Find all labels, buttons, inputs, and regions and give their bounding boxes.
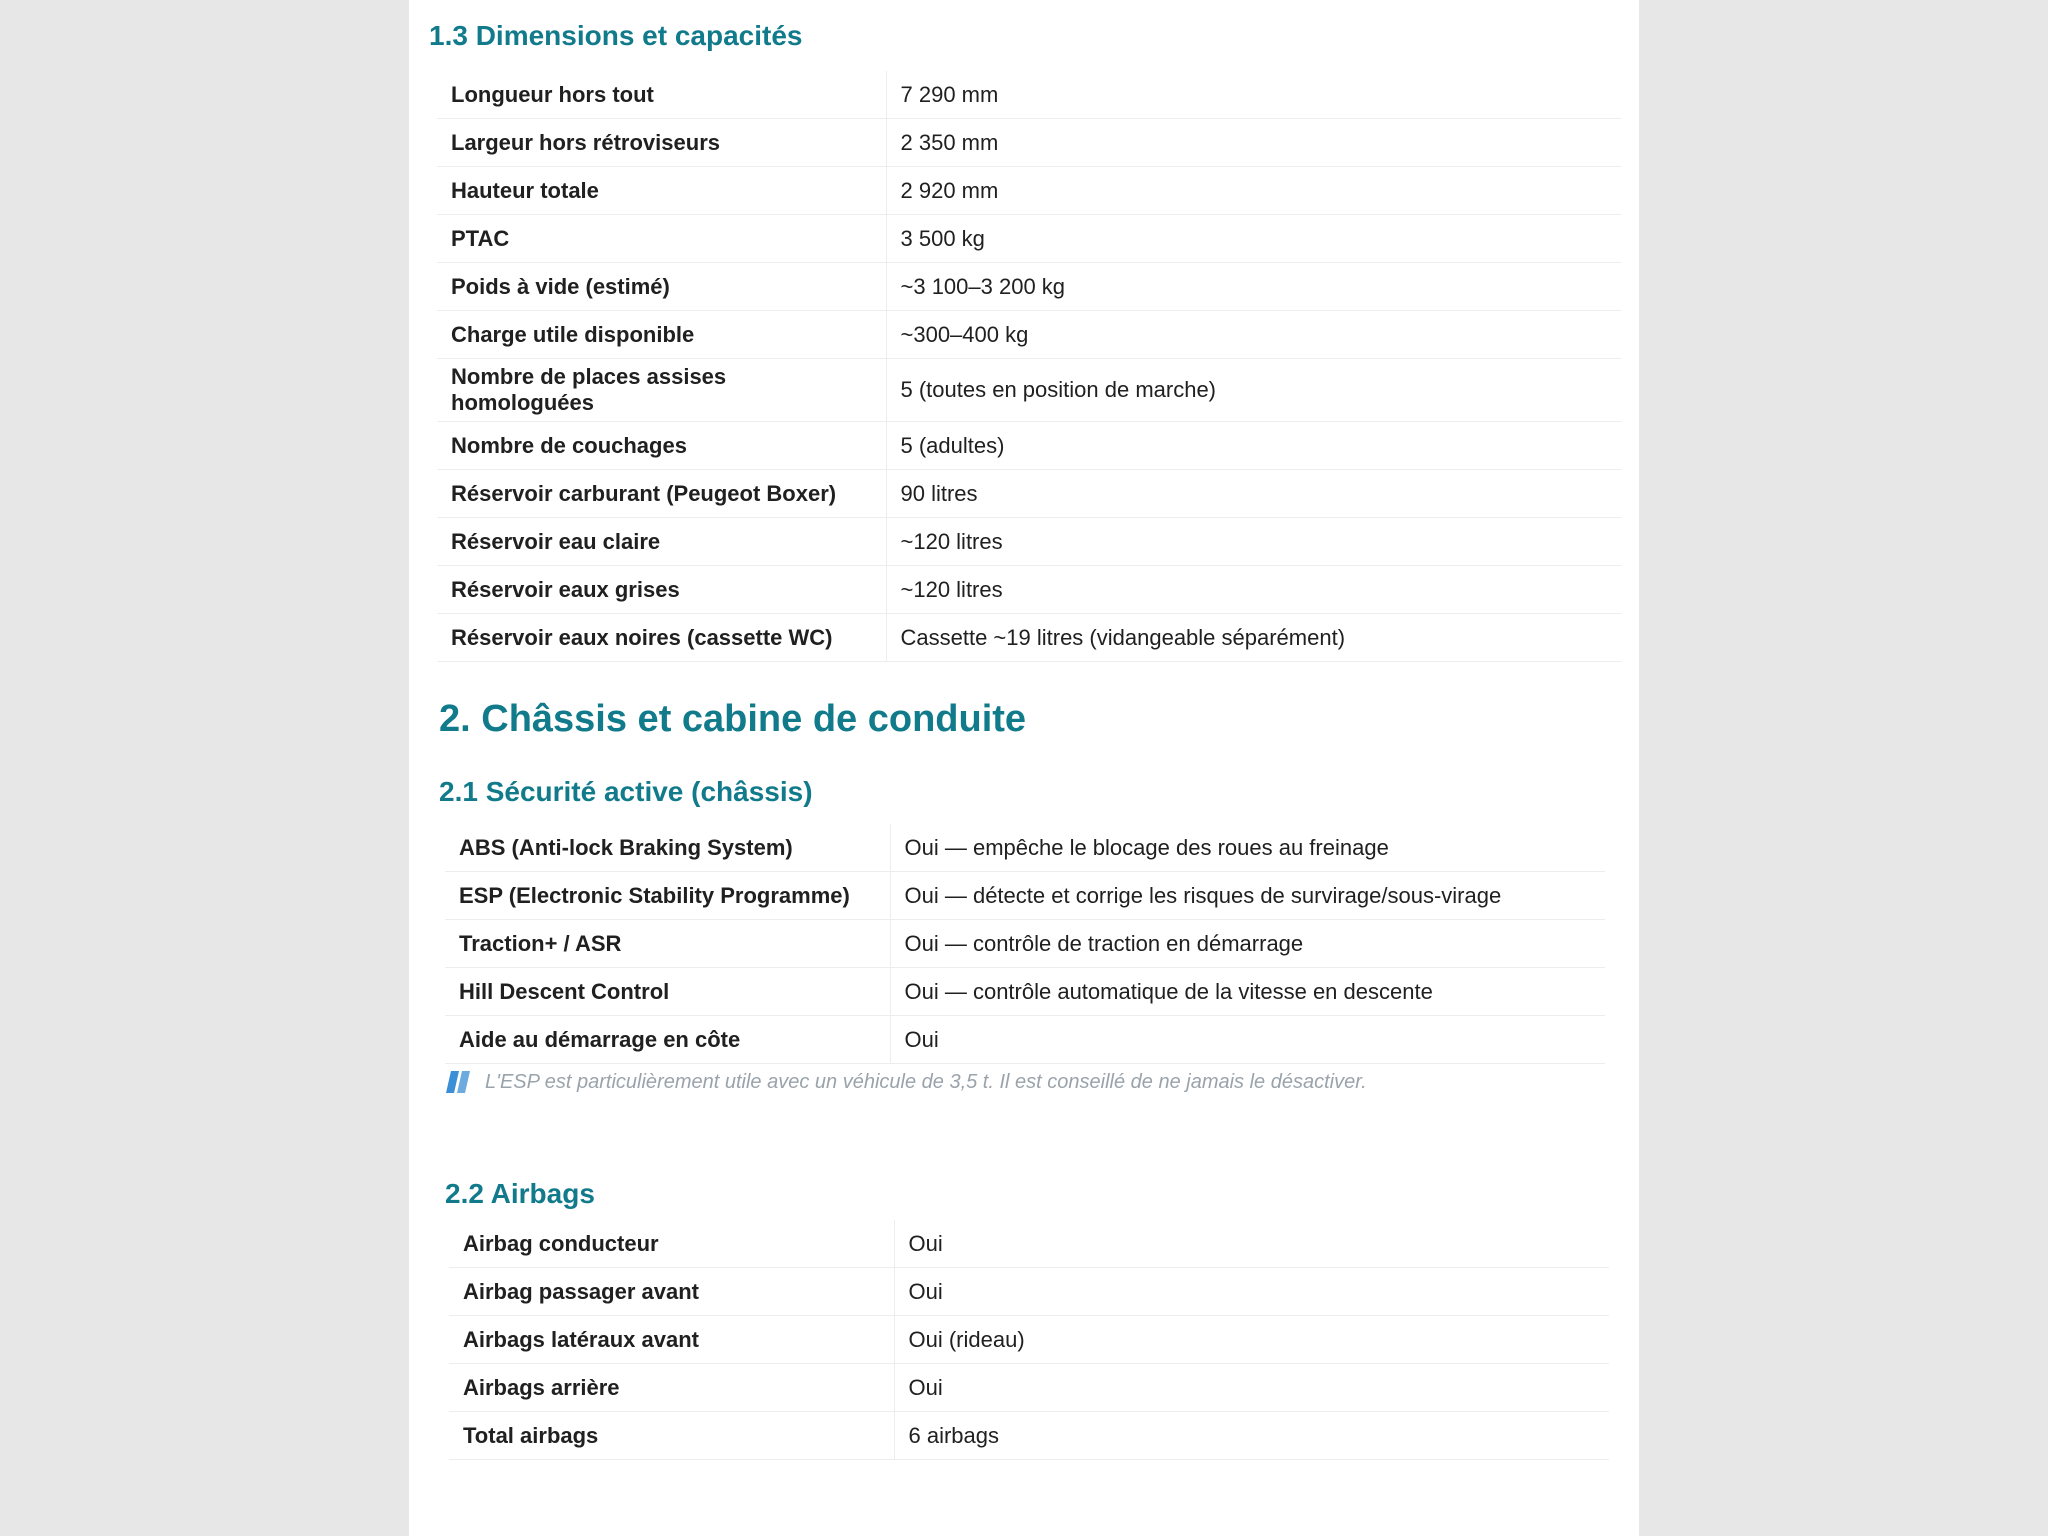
table-row	[445, 824, 1605, 872]
row-value: 3 500 kg	[886, 215, 1621, 263]
row-value: 2 920 mm	[886, 167, 1621, 215]
table-row	[449, 1364, 1609, 1412]
table-row	[445, 1016, 1605, 1064]
note-text: L'ESP est particulièrement utile avec un véhicule de 3,5 t. Il est conseillé de ne jamais le désactiver.	[485, 1070, 1367, 1093]
section-heading-dimensions: 1.3 Dimensions et capacités	[429, 20, 803, 51]
row-label: Hauteur totale	[437, 167, 886, 215]
row-label: Airbag conducteur	[449, 1220, 894, 1268]
esp-note	[445, 1066, 1605, 1098]
row-value: ~3 100–3 200 kg	[886, 263, 1621, 311]
row-label: Nombre de places assises homologuées	[437, 359, 886, 422]
table-row	[445, 968, 1605, 1016]
row-value: 90 litres	[886, 470, 1621, 518]
section-heading-airbags: 2.2 Airbags	[445, 1178, 595, 1209]
row-label: Poids à vide (estimé)	[437, 263, 886, 311]
table-row	[445, 872, 1605, 920]
row-label: Airbag passager avant	[449, 1268, 894, 1316]
row-value: 2 350 mm	[886, 119, 1621, 167]
row-value: Oui	[890, 1016, 1605, 1064]
row-label: Charge utile disponible	[437, 311, 886, 359]
info-note-icon	[445, 1069, 475, 1095]
row-label: Hill Descent Control	[445, 968, 890, 1016]
table-row	[437, 470, 1621, 518]
row-value: Oui	[894, 1364, 1609, 1412]
row-label: Total airbags	[449, 1412, 894, 1460]
table-row	[437, 359, 1621, 422]
table-row	[437, 311, 1621, 359]
table-row	[449, 1268, 1609, 1316]
row-value: ~120 litres	[886, 518, 1621, 566]
table-row	[437, 71, 1621, 119]
row-label: Largeur hors rétroviseurs	[437, 119, 886, 167]
row-value: Cassette ~19 litres (vidangeable séparément)	[886, 614, 1621, 662]
row-label: Réservoir eaux noires (cassette WC)	[437, 614, 886, 662]
table-row	[445, 920, 1605, 968]
table-row	[449, 1220, 1609, 1268]
row-label: ESP (Electronic Stability Programme)	[445, 872, 890, 920]
document-page	[409, 0, 1639, 1536]
row-value: Oui — empêche le blocage des roues au freinage	[890, 824, 1605, 872]
row-label: PTAC	[437, 215, 886, 263]
row-label: Réservoir eaux grises	[437, 566, 886, 614]
row-value: ~120 litres	[886, 566, 1621, 614]
table-row	[437, 614, 1621, 662]
row-value: 5 (toutes en position de marche)	[886, 359, 1621, 422]
row-value: 5 (adultes)	[886, 422, 1621, 470]
row-value: ~300–400 kg	[886, 311, 1621, 359]
row-label: Réservoir eau claire	[437, 518, 886, 566]
row-label: Aide au démarrage en côte	[445, 1016, 890, 1064]
table-row	[449, 1316, 1609, 1364]
row-value: 7 290 mm	[886, 71, 1621, 119]
table-row	[437, 566, 1621, 614]
row-label: Nombre de couchages	[437, 422, 886, 470]
row-value: Oui — contrôle de traction en démarrage	[890, 920, 1605, 968]
table-row	[437, 167, 1621, 215]
row-value: Oui — contrôle automatique de la vitesse en descente	[890, 968, 1605, 1016]
row-label: Airbags arrière	[449, 1364, 894, 1412]
row-label: ABS (Anti-lock Braking System)	[445, 824, 890, 872]
row-label: Traction+ / ASR	[445, 920, 890, 968]
section-heading-securite: 2.1 Sécurité active (châssis)	[439, 776, 813, 807]
dimensions-table	[437, 71, 1621, 662]
table-row	[437, 263, 1621, 311]
section-heading-chassis: 2. Châssis et cabine de conduite	[439, 698, 1027, 740]
table-row	[437, 215, 1621, 263]
row-label: Longueur hors tout	[437, 71, 886, 119]
table-row	[449, 1412, 1609, 1460]
airbags-table	[449, 1220, 1609, 1460]
row-label: Réservoir carburant (Peugeot Boxer)	[437, 470, 886, 518]
row-label: Airbags latéraux avant	[449, 1316, 894, 1364]
row-value: Oui (rideau)	[894, 1316, 1609, 1364]
row-value: Oui	[894, 1220, 1609, 1268]
row-value: 6 airbags	[894, 1412, 1609, 1460]
row-value: Oui	[894, 1268, 1609, 1316]
securite-table	[445, 824, 1605, 1064]
table-row	[437, 119, 1621, 167]
table-row	[437, 518, 1621, 566]
table-row	[437, 422, 1621, 470]
row-value: Oui — détecte et corrige les risques de survirage/sous-virage	[890, 872, 1605, 920]
